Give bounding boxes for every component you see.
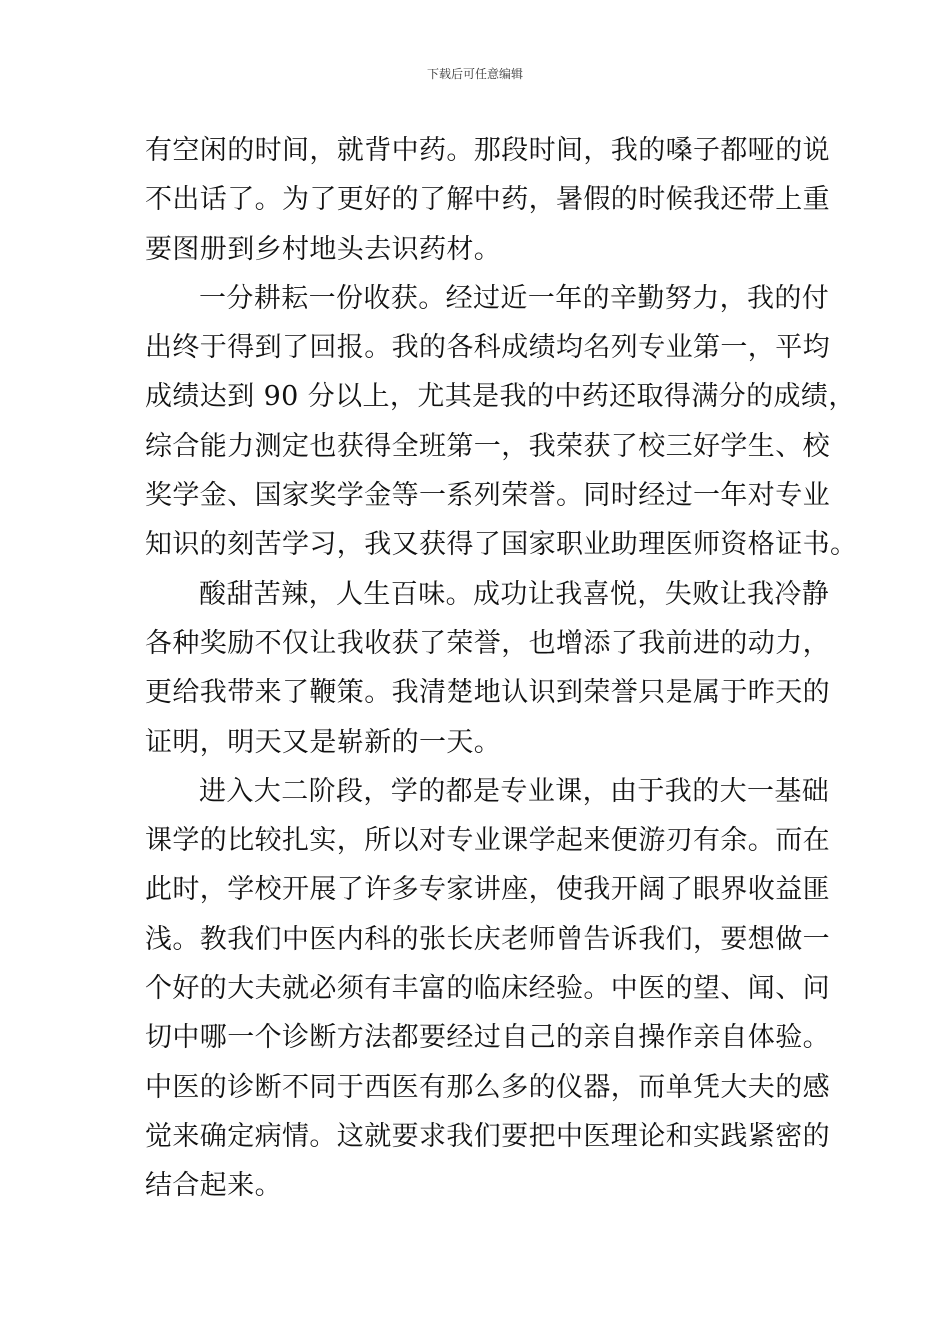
text-line: 奖学金、国家奖学金等一系列荣誉。同时经过一年对专业 [145,480,830,512]
text-line: 浅。教我们中医内科的张长庆老师曾告诉我们，要想做一 [145,923,830,955]
text-line: 证明，明天又是崭新的一天。 [145,726,502,758]
text-line: 知识的刻苦学习，我又获得了国家职业助理医师资格证书。 [145,529,858,561]
text-line: 酸甜苦辣，人生百味。成功让我喜悦，失败让我冷静 [199,578,830,610]
text-line: 课学的比较扎实，所以对专业课学起来便游刃有余。而在 [145,825,830,857]
paragraph [145,126,830,274]
text-line: 进入大二阶段，学的都是专业课，由于我的大一基础 [199,775,830,807]
text-line: 不出话了。为了更好的了解中药，暑假的时候我还带上重 [145,184,830,216]
text-line: 有空闲的时间，就背中药。那段时间，我的嗓子都哑的说 [145,135,830,166]
text-line: 更给我带来了鞭策。我清楚地认识到荣誉只是属于昨天的 [145,677,830,709]
paragraph [145,274,858,570]
text-line: 个好的大夫就必须有丰富的临床经验。中医的望、闻、问 [145,973,830,1005]
paragraph [145,570,830,767]
text-line: 切中哪一个诊断方法都要经过自己的亲自操作亲自体验。 [145,1022,830,1054]
text-line: 综合能力测定也获得全班第一，我荣获了校三好学生、校 [145,430,830,462]
text-line: 各种奖励不仅让我收获了荣誉，也增添了我前进的动力， [145,627,830,659]
text-line: 一分耕耘一份收获。经过近一年的辛勤努力，我的付 [199,282,830,314]
text-line: 出终于得到了回报。我的各科成绩均名列专业第一，平均 [145,332,830,364]
text-line: 要图册到乡村地头去识药材。 [145,233,502,265]
text-line: 觉来确定病情。这就要求我们要把中医理论和实践紧密的 [145,1120,830,1152]
paragraph [145,767,830,1211]
text-line: 结合起来。 [145,1170,282,1202]
text-line: 此时，学校开展了许多专家讲座，使我开阔了眼界收益匪 [145,874,830,906]
page-header: 下载后可任意编辑 [426,67,523,81]
text-line: 成绩达到 90 分以上，尤其是我的中药还取得满分的成绩， [145,381,856,413]
document-body [145,126,858,1211]
text-line: 中医的诊断不同于西医有那么多的仪器，而单凭大夫的感 [145,1071,830,1103]
